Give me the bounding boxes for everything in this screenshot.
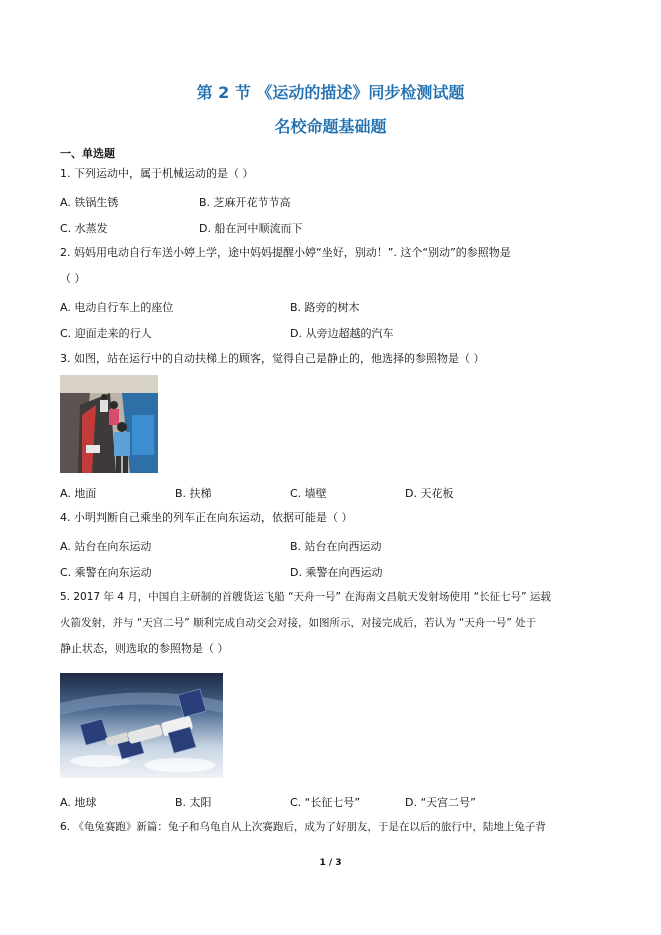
question-3-option-a: A. 地面 bbox=[60, 487, 97, 500]
question-2-stem-line-2: （ ） bbox=[60, 272, 86, 285]
question-2-option-c: C. 迎面走来的行人 bbox=[60, 327, 152, 340]
question-5-option-b: B. 太阳 bbox=[175, 796, 212, 809]
question-4-option-c: C. 乘警在向东运动 bbox=[60, 566, 152, 579]
question-4-option-d: D. 乘警在向西运动 bbox=[290, 566, 383, 579]
question-4-option-a: A. 站台在向东运动 bbox=[60, 540, 152, 553]
question-4-stem: 4. 小明判断自己乘坐的列车正在向东运动，依据可能是（ ） bbox=[60, 511, 353, 524]
question-1-option-b: B. 芝麻开花节节高 bbox=[199, 196, 291, 209]
question-3-option-b: B. 扶梯 bbox=[175, 487, 212, 500]
question-1-option-c: C. 水蒸发 bbox=[60, 222, 108, 235]
question-4-option-b: B. 站台在向西运动 bbox=[290, 540, 382, 553]
question-5-stem-line-3: 静止状态，则选取的参照物是（ ） bbox=[60, 642, 229, 655]
question-3-option-d: D. 天花板 bbox=[405, 487, 454, 500]
question-5-option-d: D. “天宫二号” bbox=[405, 796, 476, 809]
question-1-option-d: D. 船在河中顺流而下 bbox=[199, 222, 303, 235]
question-5-stem-line-2: 火箭发射，并与 “天宫二号” 顺利完成自动交会对接，如图所示，对接完成后，若认为 “天舟一号” 处于 bbox=[60, 617, 537, 629]
question-2-option-a: A. 电动自行车上的座位 bbox=[60, 301, 174, 314]
question-2-stem-line-1: 2. 妈妈用电动自行车送小婷上学，途中妈妈提醒小婷“坐好，别动！”. 这个“别动”的参照物是 bbox=[60, 246, 511, 259]
page-number: 1 / 3 bbox=[319, 858, 342, 868]
question-1-stem: 1. 下列运动中，属于机械运动的是（ ） bbox=[60, 167, 254, 180]
question-3-option-c: C. 墙壁 bbox=[290, 487, 327, 500]
page-title: 第 2 节 《运动的描述》同步检测试题 bbox=[196, 83, 465, 102]
question-2-option-b: B. 路旁的树木 bbox=[290, 301, 360, 314]
page-subtitle: 名校命题基础题 bbox=[274, 117, 387, 136]
question-5-option-a: A. 地球 bbox=[60, 796, 97, 809]
question-2-option-d: D. 从旁边超越的汽车 bbox=[290, 327, 394, 340]
question-1-option-a: A. 铁锅生锈 bbox=[60, 196, 119, 209]
question-5-stem-line-1: 5. 2017 年 4 月，中国自主研制的首艘货运飞船 “天舟一号” 在海南文昌航天发射场使用 “长征七号” 运载 bbox=[60, 591, 551, 603]
space-station-photo bbox=[60, 673, 223, 778]
question-5-option-c: C. “长征七号” bbox=[290, 796, 361, 809]
section-heading: 一、单选题 bbox=[60, 147, 115, 160]
question-6-stem: 6. 《龟兔赛跑》新篇：兔子和乌龟自从上次赛跑后，成为了好朋友，于是在以后的旅行中，陆地上兔子背 bbox=[60, 821, 546, 833]
question-3-stem: 3. 如图，站在运行中的自动扶梯上的顾客，觉得自己是静止的，他选择的参照物是（ ） bbox=[60, 352, 485, 365]
escalator-photo bbox=[60, 375, 158, 473]
